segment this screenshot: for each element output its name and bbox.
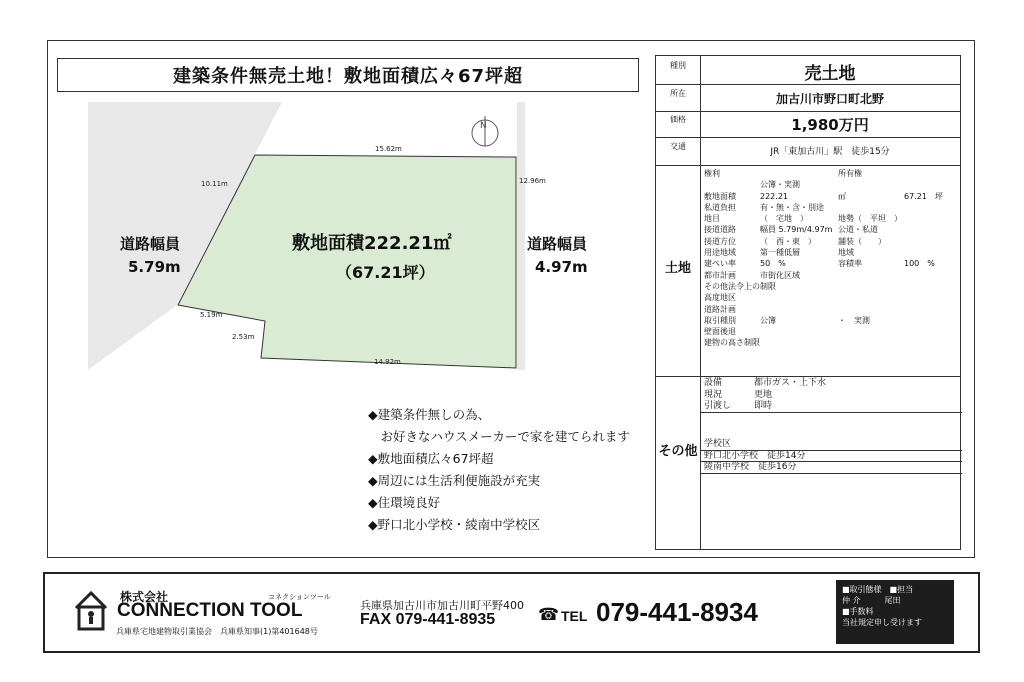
land-cell: 道路計画 — [704, 304, 736, 314]
road-right-label: 道路幅員 — [527, 235, 588, 253]
land-cell: 第一種低層 — [760, 248, 800, 258]
other-row — [704, 378, 826, 390]
land-row — [704, 236, 964, 247]
property-table — [655, 55, 961, 550]
compass-n: N — [480, 121, 487, 131]
land-cell: 50 % — [760, 259, 786, 269]
location-value: 加古川市野口町北野 — [775, 92, 884, 106]
land-cell: 地目 — [704, 214, 720, 224]
land-cell: 取引種別 — [704, 315, 736, 325]
land-row — [704, 292, 964, 303]
land-label: 土地 — [664, 261, 691, 276]
land-cell: 建物の高さ制限 — [704, 338, 760, 348]
land-cell: 私道負担 — [704, 202, 736, 212]
land-row — [704, 213, 964, 224]
land-cell: 舗装（ ） — [838, 236, 886, 246]
road-left-label: 道路幅員 — [120, 235, 181, 253]
land-row — [704, 270, 964, 281]
land-row — [704, 247, 964, 258]
address: 兵庫県加古川市加古川町平野400 — [360, 599, 524, 612]
feature-item: お好きなハウスメーカーで家を建てられます — [368, 429, 630, 444]
other-cell: 更地 — [754, 389, 773, 400]
association: 兵庫県宅地建物取引業協会 兵庫県知事(1)第401648号 — [116, 627, 318, 636]
land-cell: ・ 実測 — [838, 315, 870, 325]
land-cell: （ 西・東 ） — [760, 236, 816, 246]
fee-line: 当社規定申し受けます — [842, 618, 922, 627]
dim-top: 15.62m — [375, 145, 402, 153]
dim-lower-left-a: 5.19m — [200, 311, 223, 319]
company-kana: コネクションツール — [268, 593, 331, 601]
land-row — [704, 179, 964, 190]
phone-icon: ☎ — [538, 605, 560, 625]
land-row — [704, 315, 964, 326]
land-cell: 壁面後退 — [704, 327, 736, 337]
type-value: 売土地 — [804, 64, 856, 84]
land-cell: 市街化区域 — [760, 270, 800, 280]
transport-value: JR「東加古川」駅 徒歩15分 — [770, 147, 890, 157]
land-row — [704, 191, 964, 202]
tel-label: TEL — [561, 608, 588, 624]
area-tsubo: （67.21坪） — [336, 263, 435, 282]
road-left-width: 5.79m — [128, 258, 181, 276]
company-name: CONNECTION TOOL — [117, 600, 303, 621]
land-cell: 公簿 — [760, 315, 776, 325]
price-label: 価格 — [670, 115, 686, 124]
dim-lower-left-b: 2.53m — [232, 333, 255, 341]
land-cell: 建ぺい率 — [704, 259, 736, 269]
land-cell: 敷地面積 — [704, 191, 736, 201]
dim-right: 12.96m — [519, 177, 546, 185]
land-cell: 67.21 坪 — [904, 191, 943, 201]
other-cell: 設備 — [704, 378, 723, 388]
land-cell: 公簿・実測 — [760, 180, 800, 190]
school-row: 学校区 — [704, 439, 732, 449]
school-row: 野口北小学校 徒歩14分 — [704, 450, 806, 461]
fee-box — [836, 580, 954, 644]
land-row — [704, 224, 964, 235]
fee-line: ■手数料 — [842, 607, 874, 616]
land-cell: 所有権 — [838, 169, 862, 178]
land-cell: 接道道路 — [704, 225, 736, 235]
other-label: その他 — [658, 444, 698, 459]
fee-line: ■取引態様 ■担当 — [842, 585, 914, 594]
land-cell: 地域 — [838, 248, 854, 258]
other-row — [704, 401, 826, 413]
land-cell: 接道方位 — [704, 236, 736, 246]
land-cell: 有・無・含・別途 — [760, 202, 824, 212]
area-label: 敷地面積222.21㎡ — [292, 233, 452, 254]
feature-list — [368, 404, 630, 536]
land-cell: 地勢（ 平坦 ） — [838, 214, 902, 224]
other-rows — [704, 378, 826, 413]
location-label: 所在 — [670, 89, 686, 98]
land-row — [704, 202, 964, 213]
land-cell: 権利 — [704, 169, 720, 178]
school-rows — [704, 439, 805, 474]
price-value: 1,980万円 — [791, 116, 869, 134]
land-cell: 都市計画 — [704, 270, 736, 280]
dim-left: 10.11m — [201, 180, 228, 188]
transport-label: 交通 — [670, 142, 686, 151]
school-row: 陵南中学校 徒歩16分 — [704, 462, 797, 472]
dim-bottom: 14.92m — [374, 358, 401, 366]
land-cell: 100 % — [904, 259, 935, 269]
land-row — [704, 337, 964, 348]
feature-item: ◆野口北小学校・綾南中学校区 — [368, 517, 541, 532]
land-cell: 公道・私道 — [838, 225, 878, 235]
house-logo-icon — [74, 590, 108, 632]
land-cell: 用途地域 — [704, 248, 736, 258]
land-row — [704, 281, 964, 292]
tel-number: 079-441-8934 — [596, 597, 758, 627]
other-cell: 引渡し — [704, 401, 732, 411]
feature-item: ◆住環境良好 — [368, 495, 441, 510]
fee-line: 仲 介 尾田 — [842, 596, 901, 605]
other-row — [704, 390, 826, 402]
land-row — [704, 258, 964, 269]
road-right — [517, 102, 525, 370]
company-prefix: 株式会社 — [120, 590, 169, 604]
other-cell: 現況 — [704, 389, 723, 400]
land-cell: （ 宅地 ） — [760, 214, 808, 224]
road-right-width: 4.97m — [535, 258, 588, 276]
land-row — [704, 168, 964, 179]
land-cell: ㎡ — [838, 191, 846, 201]
land-row — [704, 304, 964, 315]
feature-item: ◆周辺には生活利便施設が充実 — [368, 473, 541, 488]
type-label: 種別 — [670, 61, 686, 70]
land-cell: 容積率 — [838, 259, 862, 269]
listing-title: 建築条件無売土地！敷地面積広々67坪超 — [57, 58, 639, 92]
land-cell: 高度地区 — [704, 293, 736, 303]
land-cell: その他法令上の制限 — [704, 281, 776, 291]
land-cell: 222.21 — [760, 191, 788, 201]
land-rows — [704, 168, 964, 349]
feature-item: ◆敷地面積広々67坪超 — [368, 451, 494, 466]
land-cell: 幅員 5.79m/4.97m — [760, 225, 833, 235]
fax-number: FAX 079-441-8935 — [360, 611, 496, 628]
other-cell: 即時 — [754, 401, 773, 411]
land-row — [704, 326, 964, 337]
feature-item: ◆建築条件無しの為、 — [368, 407, 491, 422]
other-cell: 都市ガス・上下水 — [754, 378, 827, 388]
